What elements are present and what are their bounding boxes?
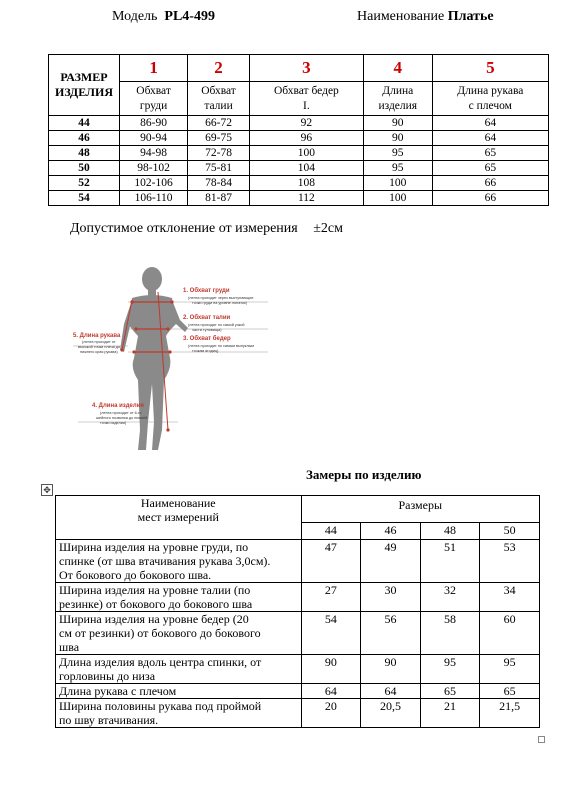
size-row	[49, 191, 549, 206]
measurement-name-line: по шву втачивания.	[59, 713, 159, 727]
measurement-name-line: Ширина изделия на уровне бедер (20	[59, 612, 249, 626]
measure-cell: 75-81	[188, 161, 250, 176]
size-row	[49, 116, 549, 131]
body-silhouette-illustration	[68, 262, 273, 460]
measure-cell: 92	[249, 116, 363, 131]
figure-label-sleeve: 5. Длина рукава	[73, 333, 121, 339]
column-label-line: I.	[303, 99, 310, 112]
figure-note-length-1: (лента проходит от 6-го	[100, 411, 142, 415]
measurement-name-line: Ширина изделия на уровне груди, по	[59, 540, 249, 554]
measure-cell: 102-106	[120, 176, 188, 191]
figure-label-chest: 1. Обхват груди	[183, 288, 230, 294]
column-label	[363, 82, 432, 116]
measurement-name-line: см от резинки) от бокового до бокового	[59, 626, 261, 640]
column-label	[120, 82, 188, 116]
measure-cell: 104	[249, 161, 363, 176]
measurement-value: 64	[301, 684, 361, 699]
figure-note-waist-2: части туловища)	[192, 328, 222, 332]
size-cell: 48	[49, 146, 120, 161]
sizes-header: Размеры	[301, 496, 539, 523]
silhouette-shape	[120, 267, 188, 450]
measurement-value: 64	[361, 684, 421, 699]
measurement-value: 58	[420, 612, 480, 655]
measurement-value: 60	[480, 612, 540, 655]
figure-note-sleeve-1: (лента проходит от	[82, 340, 116, 344]
name-value: Платье	[447, 9, 494, 24]
measurement-value: 56	[361, 612, 421, 655]
column-number: 1	[120, 55, 188, 82]
name-label: Наименование	[357, 9, 445, 24]
measurement-value: 30	[361, 583, 421, 612]
size-column-header: 44	[301, 523, 361, 540]
measurement-name	[56, 540, 302, 583]
measure-cell: 66	[432, 176, 548, 191]
column-label	[432, 82, 548, 116]
measurement-value: 20,5	[361, 699, 421, 728]
measure-cell: 100	[249, 146, 363, 161]
measure-cell: 112	[249, 191, 363, 206]
measurement-value: 27	[301, 583, 361, 612]
tolerance-note	[70, 221, 343, 237]
figure-label-waist: 2. Обхват талии	[183, 315, 231, 321]
measure-cell: 65	[432, 146, 548, 161]
size-cell: 50	[49, 161, 120, 176]
figure-label-length: 4. Длина изделия	[92, 403, 144, 409]
column-number: 4	[363, 55, 432, 82]
measurement-row	[56, 612, 540, 655]
measurement-name-line: От бокового до бокового шва.	[59, 568, 212, 582]
figure-note-hips-2: точкам ягодиц)	[192, 349, 219, 353]
measure-cell: 78-84	[188, 176, 250, 191]
measurement-name-line: Длина изделия вдоль центра спинки, от	[59, 655, 262, 669]
measure-cell: 106-110	[120, 191, 188, 206]
column-number: 2	[188, 55, 250, 82]
measurement-diagram	[68, 262, 273, 460]
measure-cell: 96	[249, 131, 363, 146]
measurement-name	[56, 699, 302, 728]
measurement-name-line: Ширина изделия на уровне талии (по	[59, 583, 251, 597]
measure-cell: 86-90	[120, 116, 188, 131]
measurement-value: 47	[301, 540, 361, 583]
figure-note-hips-1: (лента проходит по самым выпуклым	[188, 344, 254, 348]
measure-cell: 90	[363, 131, 432, 146]
measurement-value: 90	[361, 655, 421, 684]
measurement-value: 95	[480, 655, 540, 684]
measurement-value: 21	[420, 699, 480, 728]
measurement-name-line: резинке) от бокового до бокового шва	[59, 597, 253, 611]
measurement-name	[56, 583, 302, 612]
measurement-name	[56, 655, 302, 684]
measure-cell: 66	[432, 191, 548, 206]
measure-cell: 90-94	[120, 131, 188, 146]
measure-name-header	[56, 496, 302, 540]
size-cell: 44	[49, 116, 120, 131]
model-label: Модель	[112, 9, 158, 24]
measurement-name-line: шва	[59, 640, 80, 654]
column-label-line: с плечом	[468, 99, 512, 112]
measure-cell: 100	[363, 176, 432, 191]
measure-cell: 66-72	[188, 116, 250, 131]
column-number: 3	[249, 55, 363, 82]
measure-cell: 64	[432, 116, 548, 131]
size-cell: 54	[49, 191, 120, 206]
size-row	[49, 161, 549, 176]
size-row	[49, 146, 549, 161]
column-label-line: груди	[139, 99, 168, 112]
size-column-header: 50	[480, 523, 540, 540]
column-label-line: изделия	[378, 99, 418, 112]
model-value: PL4-499	[164, 9, 215, 24]
measurement-value: 95	[420, 655, 480, 684]
measurement-row	[56, 583, 540, 612]
measure-cell: 69-75	[188, 131, 250, 146]
measurement-value: 65	[420, 684, 480, 699]
measurements-title: Замеры по изделию	[306, 467, 422, 482]
column-label	[249, 82, 363, 116]
size-header-line1: РАЗМЕР	[60, 70, 108, 84]
figure-note-waist-1: (лента проходит по самой узкой	[188, 323, 245, 327]
column-label-line: Обхват бедер	[274, 84, 339, 97]
column-label-line: Длина	[382, 84, 414, 97]
table-end-marker	[538, 736, 545, 743]
measure-cell: 64	[432, 131, 548, 146]
figure-label-hips: 3. Обхват бедер	[183, 336, 231, 342]
measure-name-header-line1: Наименование	[140, 496, 216, 510]
measure-cell: 81-87	[188, 191, 250, 206]
measurement-value: 51	[420, 540, 480, 583]
measurement-name-line: спинке (от шва втачивания рукава 3,0см).	[59, 554, 271, 568]
garment-measurements-table	[55, 495, 540, 728]
measurement-value: 34	[480, 583, 540, 612]
measurement-name	[56, 684, 302, 699]
tolerance-value: ±2см	[313, 221, 343, 236]
measure-cell: 98-102	[120, 161, 188, 176]
size-cell: 52	[49, 176, 120, 191]
measure-cell: 100	[363, 191, 432, 206]
product-name-header	[357, 9, 494, 25]
size-column-header: 48	[420, 523, 480, 540]
size-header-cell	[49, 55, 120, 116]
measure-cell: 94-98	[120, 146, 188, 161]
move-anchor-icon[interactable]: ✥	[41, 484, 53, 496]
column-number: 5	[432, 55, 548, 82]
measurement-name-line: Ширина половины рукава под проймой	[59, 699, 262, 713]
size-chart-table	[48, 54, 549, 206]
measurement-value: 32	[420, 583, 480, 612]
model-header	[112, 9, 215, 25]
measure-cell: 108	[249, 176, 363, 191]
measurement-name	[56, 612, 302, 655]
measurement-value: 21,5	[480, 699, 540, 728]
tolerance-text: Допустимое отклонение от измерения	[70, 221, 298, 236]
column-label-line: талии	[204, 99, 233, 112]
measurement-value: 65	[480, 684, 540, 699]
measure-cell: 95	[363, 161, 432, 176]
figure-note-sleeve-3: нижнего края рукава)	[80, 350, 118, 354]
size-header-line2: ИЗДЕЛИЯ	[55, 85, 113, 99]
measurement-row	[56, 540, 540, 583]
figure-note-chest-1: (лента проходит через выступающие	[188, 296, 254, 300]
measure-cell: 90	[363, 116, 432, 131]
measurement-name-line: горловины до низа	[59, 669, 156, 683]
measurement-row	[56, 655, 540, 684]
column-label	[188, 82, 250, 116]
column-label-line: Обхват	[136, 84, 171, 97]
measurement-row	[56, 699, 540, 728]
figure-note-sleeve-2: высокой точки плеча до	[78, 345, 121, 349]
column-label-line: Длина рукава	[457, 84, 524, 97]
measure-name-header-line2: мест измерений	[137, 510, 219, 524]
figure-note-chest-2: точки груди на уровне лопаток)	[192, 301, 247, 305]
size-cell: 46	[49, 131, 120, 146]
measurement-value: 49	[361, 540, 421, 583]
size-row	[49, 131, 549, 146]
figure-note-length-3: точки изделия)	[100, 421, 127, 425]
measurement-value: 54	[301, 612, 361, 655]
measurement-row	[56, 684, 540, 699]
measure-cell: 95	[363, 146, 432, 161]
measurement-value: 90	[301, 655, 361, 684]
measurement-name-line: Длина рукава с плечом	[59, 684, 177, 698]
column-label-line: Обхват	[201, 84, 236, 97]
figure-note-length-2: шейного позвонка до нижней	[96, 416, 148, 420]
measurement-value: 20	[301, 699, 361, 728]
measurement-value: 53	[480, 540, 540, 583]
measure-cell: 72-78	[188, 146, 250, 161]
size-column-header: 46	[361, 523, 421, 540]
measure-cell: 65	[432, 161, 548, 176]
size-row	[49, 176, 549, 191]
